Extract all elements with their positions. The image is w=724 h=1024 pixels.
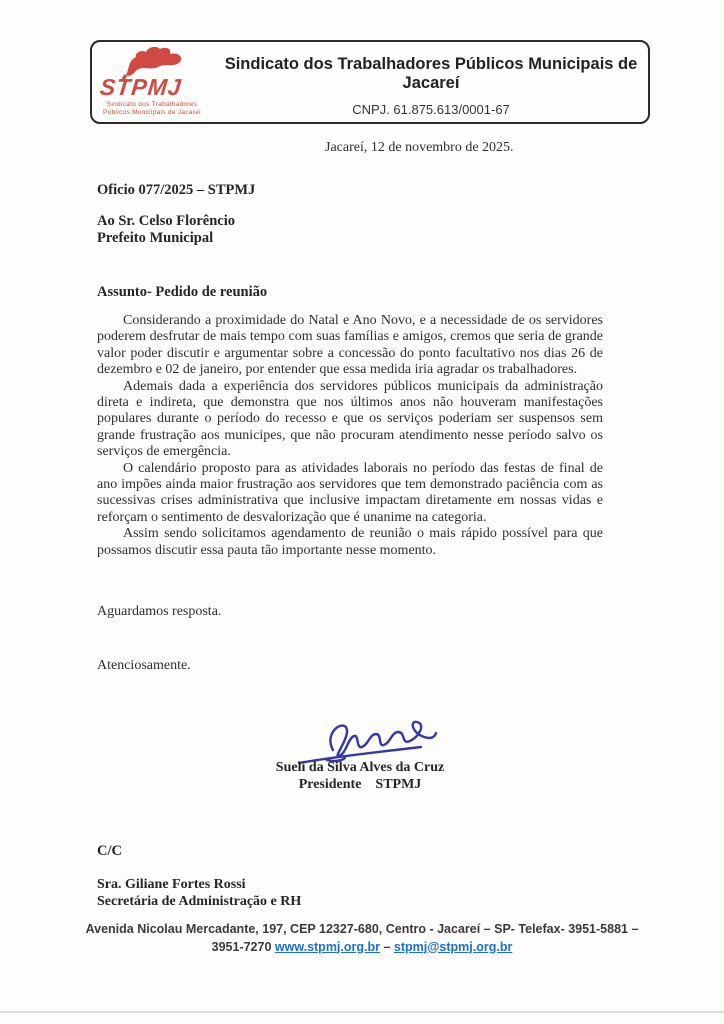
- logo-subtitle-line2: Públicos Municipais de Jacarei: [103, 108, 201, 116]
- body-paragraph-3: O calendário proposto para as atividades laborais no período das festas de final de ano impões ainda maior frustração aos servidores que tem demonstrado paciência com as sucessivas crises administrativa que inclusive impactam diretamente em nossas vidas e reforçam o sentimento de desvalorização que é unanime na categoria.: [97, 460, 603, 525]
- date-line: Jacareí, 12 de novembro de 2025.: [325, 140, 514, 155]
- letter-body: [97, 313, 603, 559]
- regards-line: Atenciosamente.: [97, 658, 191, 673]
- body-paragraph-2: Ademais dada a experiência dos servidores públicos municipais da administração direta e indireta, que demonstra que nos últimos anos não houveram manifestações populares durante o período do recesso e que os serviços poderiam ser suspensos sem grande frustração aos municipes, que não procuram atendimento nesse período salvo os serviços de emergência.: [97, 378, 603, 460]
- organization-name: Sindicato dos Trabalhadores Públicos Municipais de Jacareí: [224, 55, 638, 92]
- signature-block: [228, 760, 492, 793]
- letterhead-text: [214, 42, 648, 122]
- subject-line: Assunto- Pedido de reunião: [97, 284, 268, 300]
- logo-acronym: STPMJ: [98, 74, 184, 100]
- union-logo: [92, 42, 214, 122]
- signer-role: Presidente STPMJ: [298, 776, 422, 792]
- awaiting-reply-line: Aguardamos resposta.: [97, 604, 222, 619]
- footer-line1: Avenida Nicolau Mercadante, 197, CEP 12327-680, Centro - Jacareí – SP- Telefax- 3951-5881 –: [85, 922, 639, 936]
- footer-address: [60, 921, 664, 956]
- cc-recipient-role: Secretária de Administração e RH: [97, 893, 302, 909]
- addressee-block: [97, 213, 235, 247]
- footer-phone: 3951-7270: [211, 939, 275, 954]
- scan-edge-line: [0, 1011, 724, 1013]
- addressee-name: Ao Sr. Celso Florêncio: [97, 213, 236, 229]
- signer-name: Sueli da Silva Alves da Cruz: [275, 760, 445, 775]
- addressee-title: Prefeito Municipal: [97, 230, 214, 246]
- website-link[interactable]: www.stpmj.org.br: [274, 939, 380, 954]
- letterhead-box: [90, 40, 650, 124]
- logo-subtitle: [92, 101, 212, 116]
- cnpj-number: CNPJ. 61.875.613/0001-67: [352, 102, 510, 117]
- email-link[interactable]: stpmj@stpmj.org.br: [393, 939, 513, 954]
- reference-number: Oficio 077/2025 – STPMJ: [97, 182, 256, 198]
- body-paragraph-4: Assim sendo solicitamos agendamento de reunião o mais rápido possível para que possamos discutir essa pauta tão importante nesse momento.: [97, 526, 603, 558]
- footer-line2: [60, 939, 664, 957]
- cc-recipient-name: Sra. Giliane Fortes Rossi: [97, 877, 246, 892]
- cc-recipient-block: [97, 877, 301, 910]
- cc-label: C/C: [97, 843, 122, 859]
- logo-subtitle-line1: Sindicato dos Trabalhadores: [106, 101, 198, 108]
- body-paragraph-1: Considerando a proximidade do Natal e Ano Novo, e a necessidade de os servidores poderem desfrutar de mais tempo com suas famílias e amigos, cremos que seria de grande valor poder discutir e argumentar sobre a concessão do ponto facultativo nos dias 26 de dezembro e 02 de janeiro, por entender que essa medida iria agradar os trabalhadores.: [97, 313, 603, 378]
- footer-separator: –: [380, 939, 394, 954]
